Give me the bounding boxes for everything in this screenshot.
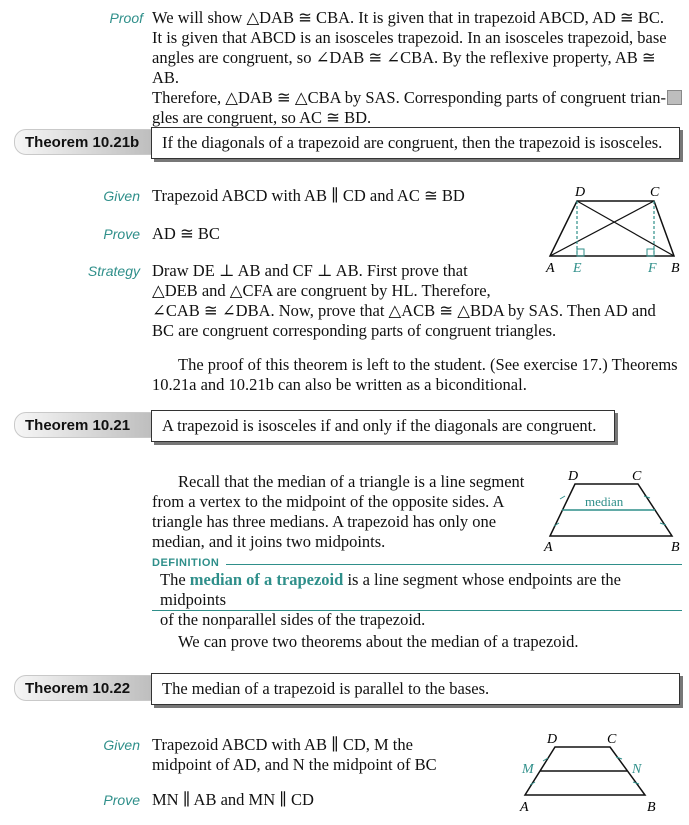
label-c: C <box>650 185 660 200</box>
median-paragraph-line-2: from a vertex to the midpoint of the opposite sides. A <box>152 492 505 511</box>
paragraph-1-line-1: The proof of this theorem is left to the student. (See exercise 17.) Theorems <box>178 355 678 374</box>
theorem-1022-given-label: Given <box>103 737 140 753</box>
t2-label-m: M <box>522 762 534 777</box>
theorem-1021b-badge: Theorem 10.21b <box>14 129 154 155</box>
trapezoid-shape <box>550 201 674 256</box>
strategy-line-2: △DEB and △CFA are congruent by HL. Therefore, <box>152 281 491 300</box>
theorem-1021-badge: Theorem 10.21 <box>14 412 154 438</box>
proof-line-3: angles are congruent, so ∠DAB ≅ ∠CBA. By the reflexive property, AB ≅ AB. <box>152 48 656 87</box>
theorem-1022-prove: MN ∥ AB and MN ∥ CD <box>152 790 314 809</box>
t2-label-n: N <box>632 762 642 777</box>
prove-label: Prove <box>103 226 140 242</box>
definition-rule-bottom <box>152 610 682 611</box>
proof-line-2: It is given that ABCD is an isosceles trapezoid. In an isosceles trapezoid, base <box>152 28 667 47</box>
median-label-c: C <box>632 470 642 484</box>
theorem-1022-prove-label: Prove <box>103 792 140 808</box>
proof-line-4: Therefore, △DAB ≅ △CBA by SAS. Corresponding parts of congruent trian- <box>152 88 666 107</box>
label-b: B <box>671 261 680 276</box>
theorem-1022-statement: The median of a trapezoid is parallel to the bases. <box>162 679 490 698</box>
definition-pre: The <box>160 570 190 589</box>
theorem-1021b-statement: If the diagonals of a trapezoid are congruent, then the trapezoid is isosceles. <box>162 133 663 152</box>
strategy-line-4: BC are congruent corresponding parts of congruent triangles. <box>152 321 557 340</box>
strategy-line-3: ∠CAB ≅ ∠DBA. Now, prove that △ACB ≅ △BDA by SAS. Then AD and <box>152 301 656 320</box>
theorem-1022-box <box>151 673 680 705</box>
proof-body <box>152 8 682 128</box>
end-of-proof-icon <box>667 90 682 105</box>
strategy-line-1: Draw DE ⊥ AB and CF ⊥ AB. First prove that <box>152 261 468 280</box>
definition-line-2: of the nonparallel sides of the trapezoid. <box>160 610 426 629</box>
given-text: Trapezoid ABCD with AB ∥ CD and AC ≅ BD <box>152 186 465 205</box>
theorem-1022-badge: Theorem 10.22 <box>14 675 154 701</box>
trapezoid-diagram-1 <box>540 183 685 278</box>
t2-label-b: B <box>647 800 656 815</box>
paragraph-1 <box>152 355 682 395</box>
proof-line-5: gles are congruent, so AC ≅ BD. <box>152 108 372 127</box>
right-angle-e <box>577 249 584 256</box>
median-diagram-label: median <box>585 494 624 509</box>
theorem-1022-given-line-2: midpoint of AD, and N the midpoint of BC <box>152 755 437 774</box>
label-a: A <box>546 261 555 276</box>
right-angle-f <box>647 249 654 256</box>
definition-rule-top <box>226 564 682 565</box>
definition-heading: DEFINITION <box>152 557 220 569</box>
label-e: E <box>573 261 582 276</box>
proof-line-1: We will show △DAB ≅ CBA. It is given that in trapezoid ABCD, AD ≅ BC. <box>152 8 664 27</box>
prove-text: AD ≅ BC <box>152 224 220 243</box>
theorem-1022-given <box>152 735 492 775</box>
tick-left-upper <box>560 496 565 499</box>
label-d: D <box>575 185 586 200</box>
diagonal-ac <box>550 201 654 256</box>
t2-label-d: D <box>547 733 558 747</box>
label-f: F <box>648 261 657 276</box>
theorem-1021-statement: A trapezoid is isosceles if and only if the diagonals are congruent. <box>162 416 597 435</box>
strategy-label: Strategy <box>87 263 140 279</box>
median-paragraph-line-1: Recall that the median of a triangle is a line segment <box>178 472 525 491</box>
median-paragraph-line-4: median, and it joins two midpoints. <box>152 532 386 551</box>
definition-term: median of a trapezoid <box>189 570 344 589</box>
definition-line-1 <box>160 570 682 610</box>
median-label-b: B <box>671 540 680 555</box>
median-diagram <box>540 470 685 555</box>
median-label-d: D <box>568 470 579 484</box>
proof-label: Proof <box>109 10 143 26</box>
paragraph-2: We can prove two theorems about the median of a trapezoid. <box>178 632 579 651</box>
t2-label-c: C <box>607 733 617 747</box>
given-label: Given <box>103 188 140 204</box>
theorem-1021-box <box>151 410 615 442</box>
paragraph-1-line-2: 10.21a and 10.21b can also be written as a biconditional. <box>152 375 527 394</box>
median-paragraph-line-3: triangle has three medians. A trapezoid has only one <box>152 512 497 531</box>
t2-label-a: A <box>520 800 529 815</box>
median-paragraph <box>152 472 532 552</box>
theorem-1022-given-line-1: Trapezoid ABCD with AB ∥ CD, M the <box>152 735 413 754</box>
median-label-a: A <box>544 540 553 555</box>
theorem-1021b-box <box>151 127 680 159</box>
definition-body <box>160 570 682 630</box>
diagonal-bd <box>577 201 674 256</box>
trapezoid-diagram-2 <box>515 733 665 823</box>
definition-post: is a line segment whose endpoints are the midpoints <box>160 570 621 609</box>
